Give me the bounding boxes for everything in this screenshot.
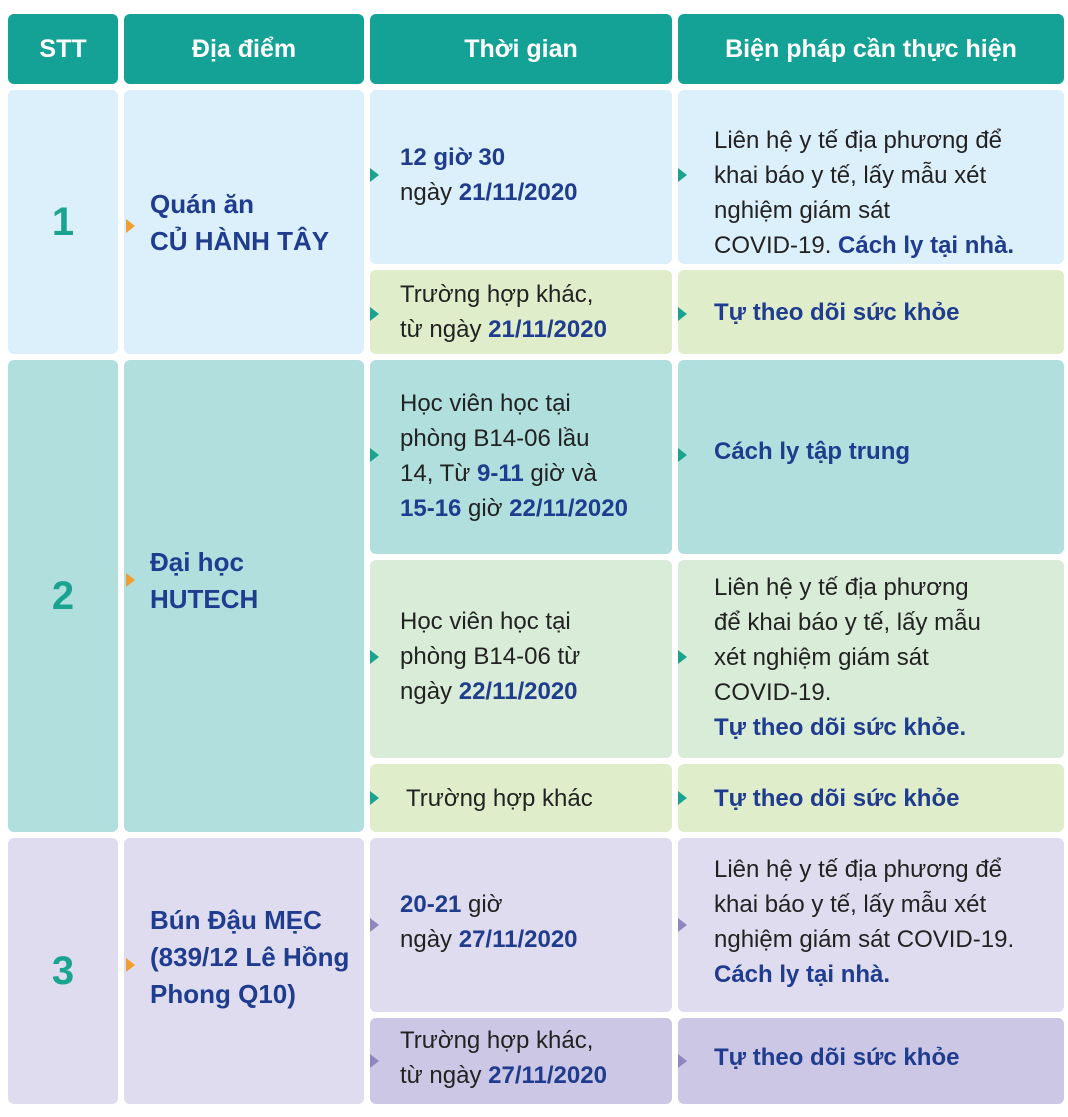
measure-text: nghiệm giám sát COVID-19. (714, 926, 1015, 953)
time-date: 21/11/2020 (488, 316, 607, 343)
time-date: 27/11/2020 (488, 1062, 607, 1089)
row-1-time-2 (370, 270, 672, 354)
row-2-measure-3 (678, 764, 1064, 832)
measure-text: COVID-19. (714, 679, 832, 706)
measure-highlight: Tự theo dõi sức khỏe. (714, 714, 967, 741)
measure-highlight: Tự theo dõi sức khỏe (714, 1044, 960, 1071)
time-date: 27/11/2020 (458, 926, 578, 953)
header-stt: STT (8, 14, 118, 84)
time-text: Trường hợp khác (406, 785, 593, 812)
arrow-icon (126, 573, 135, 587)
arrow-icon (678, 1054, 687, 1068)
row-2-location (124, 360, 364, 832)
time-text: ngày (400, 678, 459, 705)
row-1-stt: 1 (8, 90, 118, 354)
measure-text: Liên hệ y tế địa phương để (714, 127, 1003, 154)
measure-text: nghiệm giám sát (714, 197, 891, 224)
row-3-time-2 (370, 1018, 672, 1104)
row-2-measure-2 (678, 560, 1064, 758)
arrow-icon (678, 791, 687, 805)
arrow-icon (370, 918, 379, 932)
row-3-stt: 3 (8, 838, 118, 1104)
time-date: 21/11/2020 (458, 179, 578, 206)
time-highlight: 15-16 (400, 495, 462, 522)
row-3-time-1 (370, 838, 672, 1012)
location-name: HUTECH (150, 584, 259, 614)
measure-text: khai báo y tế, lấy mẫu xét (714, 891, 987, 918)
time-date: 22/11/2020 (458, 678, 578, 705)
time-text: giờ (461, 891, 503, 918)
row-3-location (124, 838, 364, 1104)
arrow-icon (678, 918, 687, 932)
arrow-icon (678, 307, 687, 321)
row-2-time-2 (370, 560, 672, 758)
row-1-location (124, 90, 364, 354)
arrow-icon (126, 958, 135, 972)
time-text: 14, Từ (400, 460, 477, 487)
header-measures: Biện pháp cần thực hiện (678, 14, 1064, 84)
row-2-measure-1 (678, 360, 1064, 554)
arrow-icon (126, 219, 135, 233)
time-text: giờ và (523, 460, 597, 487)
measure-text: để khai báo y tế, lấy mẫu (714, 609, 981, 636)
measure-text: xét nghiệm giám sát (714, 644, 929, 671)
arrow-icon (678, 448, 687, 462)
row-1-time-1 (370, 90, 672, 264)
arrow-icon (370, 307, 379, 321)
row-2-time-1 (370, 360, 672, 554)
measure-text: Liên hệ y tế địa phương (714, 574, 969, 601)
arrow-icon (370, 1054, 379, 1068)
location-name: Phong Q10) (150, 979, 296, 1009)
location-name: (839/12 Lê Hồng (150, 942, 350, 972)
location-name: Quán ăn (150, 189, 255, 219)
measure-highlight: Tự theo dõi sức khỏe (714, 785, 960, 812)
location-name: Đại học (150, 547, 244, 577)
time-date: 22/11/2020 (509, 495, 628, 522)
time-text: giờ (461, 495, 510, 522)
time-text: từ ngày (400, 316, 489, 343)
measure-text: khai báo y tế, lấy mẫu xét (714, 162, 987, 189)
time-text: ngày (400, 179, 459, 206)
row-1-measure-1 (678, 90, 1064, 264)
time-text: 12 giờ 30 (400, 144, 506, 171)
time-text: phòng B14-06 lầu (400, 425, 590, 452)
arrow-icon (370, 168, 379, 182)
measure-highlight: Tự theo dõi sức khỏe (714, 299, 960, 326)
time-highlight: 20-21 (400, 891, 462, 918)
row-2-stt: 2 (8, 360, 118, 832)
time-text: Học viên học tại (400, 390, 571, 417)
location-name: Bún Đậu MẸC (150, 905, 322, 935)
time-highlight: 9-11 (477, 460, 524, 487)
time-text: Trường hợp khác, (400, 1027, 594, 1054)
arrow-icon (678, 168, 687, 182)
measure-text: Liên hệ y tế địa phương để (714, 856, 1003, 883)
measure-highlight: Cách ly tại nhà. (838, 232, 1015, 259)
row-3-measure-1 (678, 838, 1064, 1012)
arrow-icon (370, 650, 379, 664)
time-text: ngày (400, 926, 459, 953)
arrow-icon (678, 650, 687, 664)
time-text: Trường hợp khác, (400, 281, 594, 308)
row-3-measure-2 (678, 1018, 1064, 1104)
header-time: Thời gian (370, 14, 672, 84)
measure-highlight: Cách ly tập trung (714, 438, 911, 465)
time-text: phòng B14-06 từ (400, 643, 581, 670)
row-1-measure-2 (678, 270, 1064, 354)
measure-highlight: Cách ly tại nhà. (714, 961, 891, 988)
arrow-icon (370, 791, 379, 805)
time-text: Học viên học tại (400, 608, 571, 635)
arrow-icon (370, 448, 379, 462)
time-text: từ ngày (400, 1062, 489, 1089)
header-location: Địa điểm (124, 14, 364, 84)
row-2-time-3 (370, 764, 672, 832)
location-name: CỦ HÀNH TÂY (150, 226, 330, 256)
measure-text: COVID-19. (714, 232, 839, 259)
